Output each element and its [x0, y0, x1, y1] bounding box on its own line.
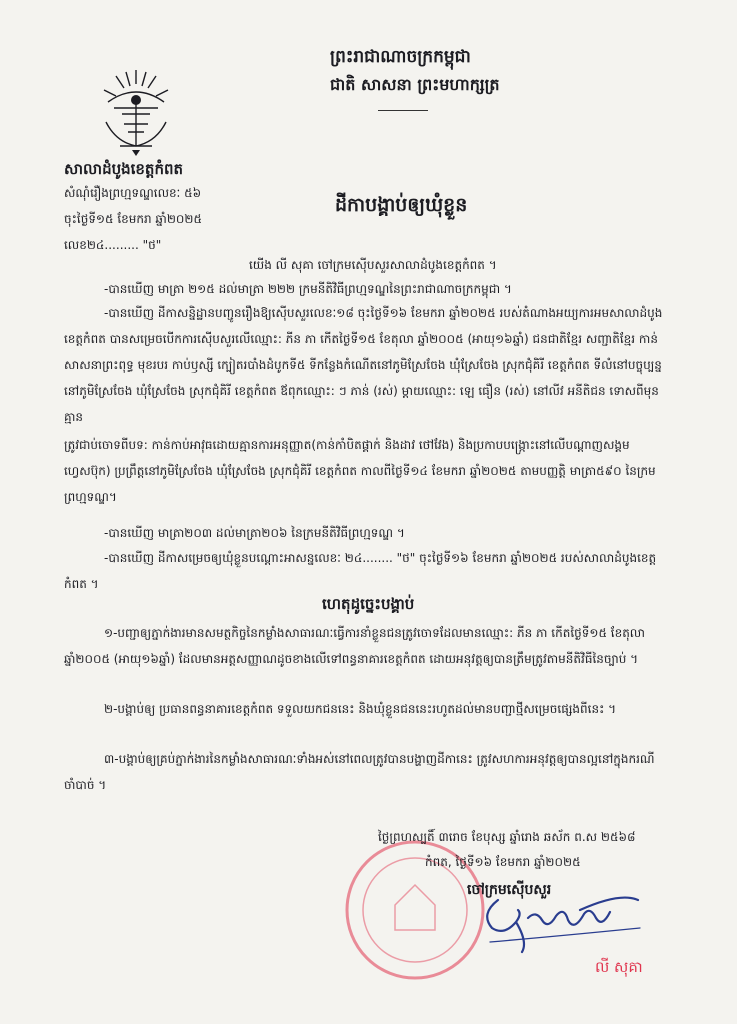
- seen-paragraph-3: -បានឃើញ មាត្រា២០៣ ដល់មាត្រា២០៦ នៃក្រមនីតិវិធីព្រហ្មទណ្ឌ ។: [104, 526, 405, 540]
- motto-divider: [378, 110, 428, 111]
- place-and-date: កំពត, ថ្ងៃទី១៦ ខែមករា ឆ្នាំ២០២៥: [425, 855, 581, 869]
- kingdom-heading: ព្រះរាជាណាចក្រកម្ពុជា: [330, 47, 471, 67]
- judge-title: ចៅក្រមស៊ើបសួរ: [467, 882, 552, 898]
- order-item-1: ១-បញ្ជាឲ្យភ្នាក់ងារមានសមត្ថកិច្ចនៃកម្លាំងសាធារណៈធ្វើការនាំខ្លួនជនត្រូវចោទដែលមានឈ្មោះ: ភីន ភា កើតថ្ងៃទី១៥ ខែតុលា ឆ្នាំ២០០៥ (អាយុ១៦ឆ្នាំ) ដែលមានអត្តសញ្ញាណដូចខាងលើទៅពន្ធនាគារខេត្តកំពត ដោយអនុវត្តឲ្យបានត្រឹមត្រូវតាមនីតិវិធីនៃច្បាប់ ។: [64, 626, 646, 666]
- charge-paragraph: ត្រូវជាប់ចោទពីបទ: កាន់កាប់អាវុធដោយគ្មានការអនុញ្ញាត(កាន់កាំបិតផ្គាក់ និងដាវ ថៅវែង) និងប្រកាបបង្ក្រោះនៅលើបណ្ដាញសង្គមហ្វេសប៊ុក) ប្រព្រឹត្តនៅភូមិស្រែចែង ឃុំស្រែចែង ស្រុកជុំគិរី ខេត្តកំពត កាលពីថ្ងៃទី១៤ ខែមករា ឆ្នាំ២០២៥ តាមបញ្ញត្តិ មាត្រា៥៩០ នៃក្រមព្រហ្មទណ្ឌ។: [64, 438, 656, 504]
- judge-name: លី សុគា: [595, 958, 643, 976]
- seen-paragraph-4: -បានឃើញ ដីកាសម្រេចឲ្យឃុំខ្លួនបណ្ដោះអាសន្នលេខៈ ២៤........ "ថ" ចុះថ្ងៃទី១៦ ខែមករា ឆ្នាំ២០២៥ របស់សាលាដំបូងខេត្តកំពត ។: [64, 551, 657, 591]
- case-date: ចុះថ្ងៃទី១៥ ខែមករា ឆ្នាំ២០២៥: [64, 212, 202, 226]
- case-number: សំណុំរឿងព្រហ្មទណ្ឌលេខៈ ៥៦: [64, 186, 202, 200]
- section-heading: ហេតុដូច្នេះបង្គាប់: [322, 595, 415, 613]
- lunar-date: ថ្ងៃព្រហស្បតិ៍ ៣រោច ខែបុស្ស ឆ្នាំរោង ឆស័ក ព.ស ២៥៦៨: [378, 830, 636, 844]
- order-item-3: ៣-បង្គាប់ឲ្យគ្រប់ភ្នាក់ងារនៃកម្លាំងសាធារណៈទាំងអស់នៅពេលត្រូវបានបង្ហាញដីកានេះ ត្រូវសហការអនុវត្តឲ្យបានល្អនៅក្នុងករណីចាំបាច់ ។: [64, 752, 655, 792]
- order-item-2: ២-បង្គាប់ឲ្យ ប្រធានពន្ធនាគារខេត្តកំពត ទទួលយកជននេះ និងឃុំខ្លួនជននេះរហូតដល់មានបញ្ជាថ្មីសម្រេចផ្សេងពីនេះ ។: [104, 702, 617, 716]
- order-number: លេខ២៤......... "ថ": [64, 238, 162, 252]
- document-title: ដីកាបង្គាប់ឲ្យឃុំខ្លួន: [335, 194, 468, 216]
- signature-icon: [470, 870, 650, 960]
- court-name: សាលាដំបូងខេត្តកំពត: [64, 160, 184, 178]
- intro-paragraph: យើង លី សុគា ចៅក្រមស៊ើបសួរសាលាដំបូងខេត្តកំពត ។: [249, 258, 497, 272]
- seen-paragraph-2: -បានឃើញ ដីកាសន្និដ្ឋានបញ្ជូនរឿងឱ្យស៊ើបសួរលេខៈ១៨ ចុះថ្ងៃទី១៦ ខែមករា ឆ្នាំ២០២៥ របស់តំណាងអយ្យការអមសាលាដំបូងខេត្តកំពត បានសម្រេចបើកការស៊ើបសួរលើឈ្មោះ: ភីន ភា កើតថ្ងៃទី១៥ ខែតុលា ឆ្នាំ២០០៥ (អាយុ១៦ឆ្នាំ) ជនជាតិខ្មែរ សញ្ជាតិខ្មែរ កាន់សាសនាព្រះពុទ្ធ មុខរបរ កាប់ឫស្សី ក្បៀតរបាំងដំបូកទី៥ ទីកន្លែងកំណើតនៅភូមិស្រែចែង ឃុំស្រែចែង ស្រុកជុំគិរី ខេត្តកំពត ទីលំនៅបច្ចុប្បន្ននៅភូមិស្រែចែង ឃុំស្រែចែង ស្រុកជុំគិរី ខេត្តកំពត ឪពុកឈ្មោះ: ៗ ភាន់ (រស់) ម្ដាយឈ្មោះ: ឡេ ធឿន (រស់) នៅលីវ អនីតិជន ទោសពីមុន គ្មាន: [64, 306, 663, 424]
- court-emblem-icon: [86, 62, 186, 162]
- national-motto: ជាតិ សាសនា ព្រះមហាក្សត្រ: [330, 75, 500, 94]
- seen-paragraph-1: -បានឃើញ មាត្រា ២១៥ ដល់មាត្រា ២២២ ក្រមនីតិវិធីព្រហ្មទណ្ឌនៃព្រះរាជាណាចក្រកម្ពុជា ។: [104, 282, 512, 296]
